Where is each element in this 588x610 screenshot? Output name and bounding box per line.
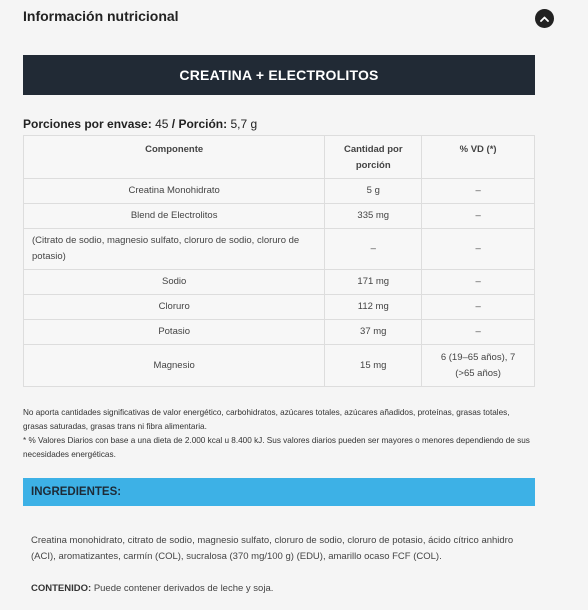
ingredients-banner — [23, 478, 535, 506]
table-row — [24, 295, 535, 320]
cell-component: Potasio — [24, 320, 325, 345]
contenido-label: CONTENIDO: — [31, 583, 92, 594]
note-significant-amounts: No aporta cantidades significativas de valor energético, carbohidratos, azúcares totales, azúcares añadidos, proteínas, grasas totales, grasas saturadas, grasas trans ni fibra alimentaria. — [23, 408, 510, 431]
cell-amount: 335 mg — [325, 204, 422, 229]
nutrition-info-header[interactable] — [0, 0, 588, 34]
cell-amount: 112 mg — [325, 295, 422, 320]
table-row — [24, 179, 535, 204]
cell-vd: 6 (19–65 años), 7 (>65 años) — [422, 345, 535, 387]
cell-component: Creatina Monohidrato — [24, 179, 325, 204]
allergen-notice — [31, 583, 531, 594]
cell-amount: – — [325, 229, 422, 270]
ingredients-title: INGREDIENTES: — [31, 486, 122, 498]
cell-amount: 37 mg — [325, 320, 422, 345]
product-name-banner — [23, 55, 535, 95]
cell-vd: – — [422, 320, 535, 345]
nutrition-table — [23, 135, 535, 387]
servings-info — [23, 117, 257, 131]
portion-label: Porción: — [178, 117, 228, 131]
cell-component: Cloruro — [24, 295, 325, 320]
cell-component: Blend de Electrolitos — [24, 204, 325, 229]
collapse-button[interactable] — [535, 9, 554, 28]
section-title: Información nutricional — [23, 8, 179, 24]
table-row — [24, 229, 535, 270]
cell-vd: – — [422, 270, 535, 295]
table-row — [24, 270, 535, 295]
cell-vd: – — [422, 229, 535, 270]
cell-vd: – — [422, 204, 535, 229]
product-name: CREATINA + ELECTROLITOS — [179, 67, 379, 83]
servings-separator: / — [171, 117, 176, 131]
table-header-row — [24, 136, 535, 179]
nutrition-notes — [23, 406, 535, 462]
cell-vd: – — [422, 179, 535, 204]
servings-per-container-value: 45 — [155, 117, 169, 131]
table-row — [24, 345, 535, 387]
cell-component: (Citrato de sodio, magnesio sulfato, cloruro de sodio, cloruro de potasio) — [24, 229, 325, 270]
cell-amount: 5 g — [325, 179, 422, 204]
cell-vd: – — [422, 295, 535, 320]
contenido-text: Puede contener derivados de leche y soja. — [93, 583, 274, 594]
table-row — [24, 204, 535, 229]
column-header-vd: % VD (*) — [422, 136, 535, 179]
cell-amount: 171 mg — [325, 270, 422, 295]
chevron-up-icon — [540, 16, 549, 22]
note-daily-values: * % Valores Diarios con base a una dieta de 2.000 kcal u 8.400 kJ. Sus valores diarios pueden ser mayores o menores dependiendo de sus necesidades energéticas. — [23, 436, 530, 459]
cell-component: Sodio — [24, 270, 325, 295]
column-header-component: Componente — [24, 136, 325, 179]
cell-component: Magnesio — [24, 345, 325, 387]
portion-value: 5,7 g — [230, 117, 258, 131]
servings-per-container-label: Porciones por envase: — [23, 117, 152, 131]
table-row — [24, 320, 535, 345]
ingredients-list: Creatina monohidrato, citrato de sodio, magnesio sulfato, cloruro de sodio, cloruro de potasio, ácido cítrico anhidro (ACI), aromatizantes, carmín (COL), sucralosa (370 mg/100 g) (EDU), amarillo ocaso FCF (COL). — [31, 535, 514, 562]
cell-amount: 15 mg — [325, 345, 422, 387]
column-header-amount: Cantidad por porción — [325, 136, 422, 179]
